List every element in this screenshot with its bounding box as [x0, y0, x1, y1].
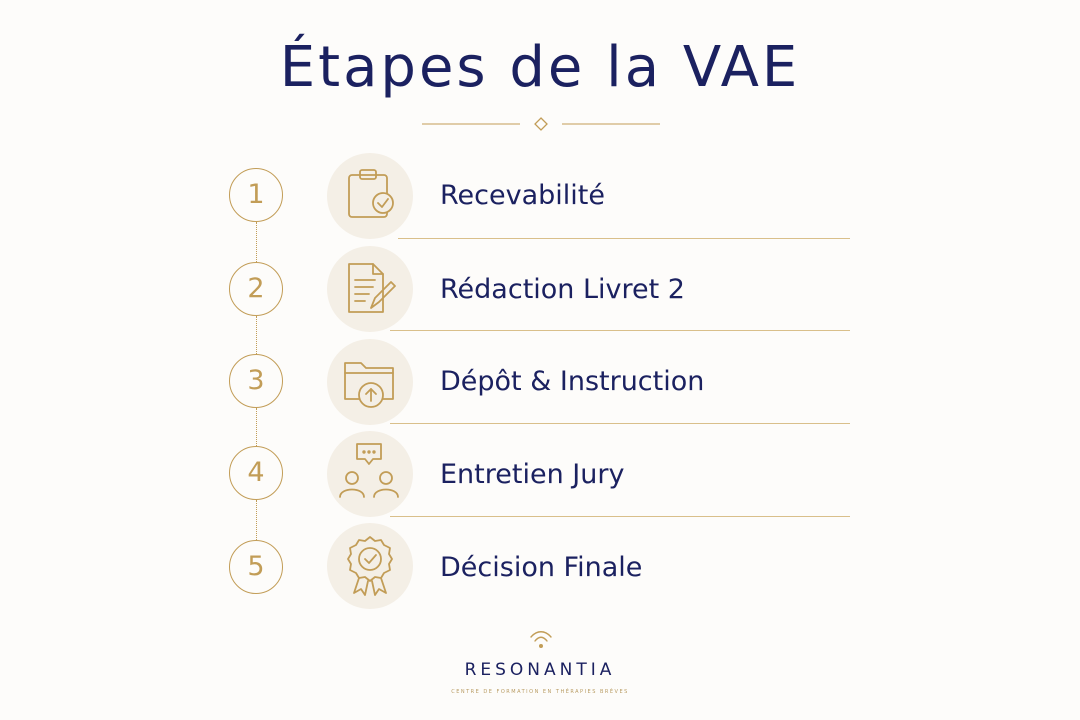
- step-label: Entretien Jury: [440, 459, 625, 490]
- step-number: 5: [229, 540, 283, 594]
- step-number: 1: [229, 168, 283, 222]
- step-label: Recevabilité: [440, 180, 605, 211]
- step-connector: [256, 316, 257, 354]
- brand-name: RESONANTIA: [464, 660, 616, 680]
- step-icon-badge: [327, 153, 413, 239]
- clipboard-check-icon: [327, 153, 413, 239]
- people-chat-icon: [327, 431, 413, 517]
- title-divider: [422, 114, 660, 134]
- step-label: Décision Finale: [440, 552, 643, 583]
- step-rule: [390, 516, 850, 517]
- step-icon-badge: [327, 431, 413, 517]
- step-number: 4: [229, 446, 283, 500]
- step-label: Dépôt & Instruction: [440, 366, 705, 397]
- brand-tagline: CENTRE DE FORMATION EN THÉRAPIES BRÈVES: [451, 689, 629, 695]
- folder-upload-icon: [327, 339, 413, 425]
- step-connector: [256, 408, 257, 446]
- step-rule: [398, 238, 850, 239]
- step-icon-badge: [327, 246, 413, 332]
- award-badge-icon: [327, 523, 413, 609]
- step-rule: [390, 423, 850, 424]
- step-icon-badge: [327, 523, 413, 609]
- signal-waves-icon: [528, 628, 554, 650]
- page-title: Étapes de la VAE: [279, 35, 801, 100]
- step-rule: [390, 330, 850, 331]
- step-connector: [256, 500, 257, 540]
- step-label: Rédaction Livret 2: [440, 274, 685, 305]
- step-number: 2: [229, 262, 283, 316]
- diamond-icon: [535, 118, 547, 130]
- step-icon-badge: [327, 339, 413, 425]
- document-pen-icon: [327, 246, 413, 332]
- step-number: 3: [229, 354, 283, 408]
- step-connector: [256, 222, 257, 262]
